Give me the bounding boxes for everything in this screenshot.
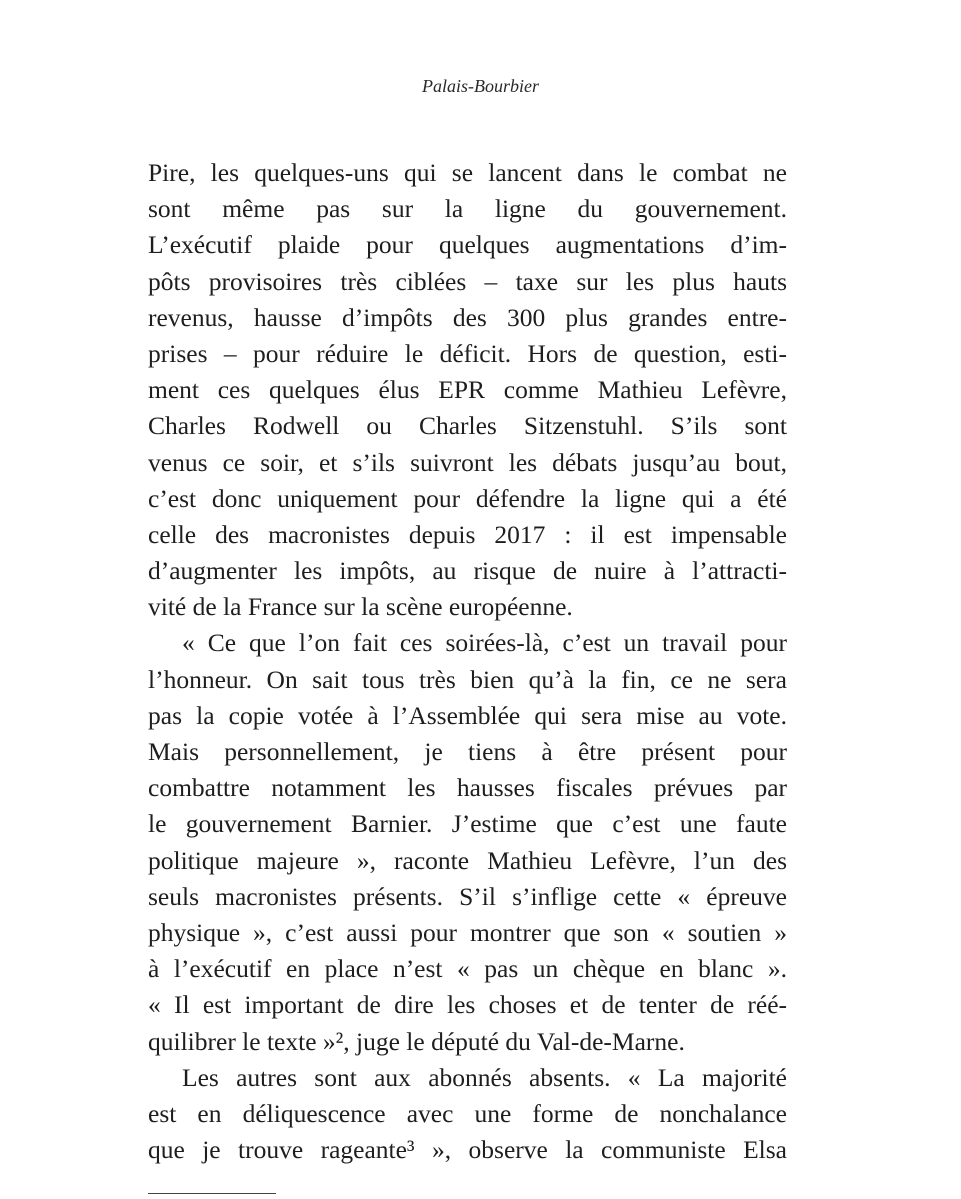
text-line: le gouvernement Barnier. J’estime que c’est une faute	[148, 809, 787, 839]
text-line: L’exécutif plaide pour quelques augmentations d’im-	[148, 230, 787, 260]
paragraph	[148, 1060, 787, 1169]
running-header: Palais-Bourbier	[422, 76, 539, 96]
text-line: l’honneur. On sait tous très bien qu’à la fin, ce ne sera	[148, 664, 787, 694]
footnote-separator	[148, 1193, 276, 1194]
text-line: « Ce que l’on fait ces soirées-là, c’est un travail pour	[182, 628, 787, 658]
text-line: combattre notamment les hausses fiscales prévues par	[148, 773, 787, 803]
text-line: vité de la France sur la scène européenne.	[148, 592, 573, 622]
text-line: Les autres sont aux abonnés absents. « La majorité	[182, 1062, 787, 1092]
text-line: physique », c’est aussi pour montrer que son « soutien »	[148, 917, 787, 947]
text-line: Pire, les quelques-uns qui se lancent dans le combat ne	[148, 158, 787, 187]
text-line: venus ce soir, et s’ils suivront les débats jusqu’au bout,	[148, 447, 787, 477]
text-line: Charles Rodwell ou Charles Sitzenstuhl. S’ils sont	[148, 411, 787, 441]
text-line: prises – pour réduire le déficit. Hors de question, esti-	[148, 338, 787, 368]
text-line: ment ces quelques élus EPR comme Mathieu Lefèvre,	[148, 375, 787, 405]
text-line: c’est donc uniquement pour défendre la ligne qui a été	[148, 483, 787, 513]
text-line: « Il est important de dire les choses et de tenter de réé-	[148, 990, 787, 1020]
text-line: Mais personnellement, je tiens à être présent pour	[148, 737, 787, 766]
text-line: pôts provisoires très ciblées – taxe sur les plus hauts	[148, 266, 787, 296]
paragraph	[148, 155, 787, 625]
text-line: seuls macronistes présents. S’il s’inflige cette « épreuve	[148, 881, 787, 911]
body-text	[148, 155, 787, 1168]
text-line: celle des macronistes depuis 2017 : il est impensable	[148, 519, 787, 549]
text-line: politique majeure », raconte Mathieu Lefèvre, l’un des	[148, 845, 787, 875]
paragraph	[148, 625, 787, 1059]
text-line: revenus, hausse d’impôts des 300 plus grandes entre-	[148, 302, 787, 332]
text-line: à l’exécutif en place n’est « pas un chèque en blanc ».	[148, 954, 787, 984]
text-line: quilibrer le texte »², juge le député du Val-de-Marne.	[148, 1026, 685, 1056]
text-line: que je trouve rageante³ », observe la communiste Elsa	[148, 1135, 787, 1165]
text-line: d’augmenter les impôts, au risque de nuire à l’attracti-	[148, 556, 787, 586]
text-line: pas la copie votée à l’Assemblée qui sera mise au vote.	[148, 700, 787, 730]
text-line: sont même pas sur la ligne du gouvernement.	[148, 194, 787, 224]
text-line: est en déliquescence avec une forme de nonchalance	[148, 1098, 787, 1128]
